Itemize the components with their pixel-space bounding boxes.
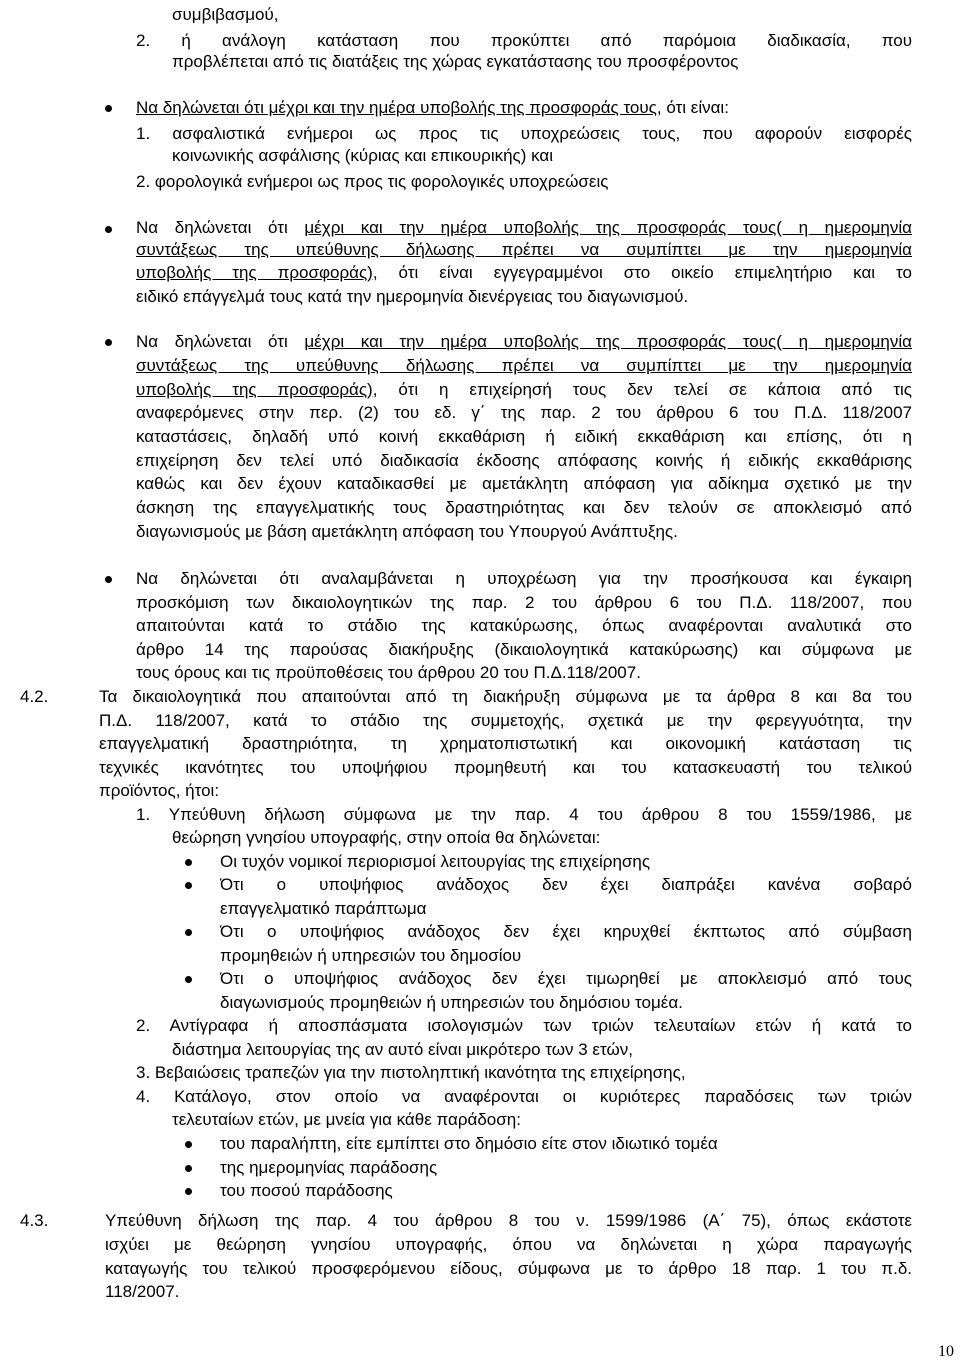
text-line: τους όρους και τις προϋποθέσεις του άρθρου 20 του Π.Δ.118/2007. <box>136 663 641 682</box>
text-line: καταστάσεις, δηλαδή υπό κοινή εκκαθάριση ή ειδική εκκαθάριση και επίσης, ότι η <box>136 427 912 446</box>
text-line: 4. Κατάλογο, στον οποίο να αναφέρονται οι κυριότερες παραδόσεις των τριών <box>136 1087 912 1106</box>
text-line: επαγγελματική δραστηριότητα, τη χρηματοπιστωτική και οικονομική κατάσταση τις <box>99 734 912 753</box>
bullet-icon <box>105 339 112 346</box>
bullet-icon <box>185 859 192 866</box>
bullet-icon <box>185 1141 192 1148</box>
text-line: καθώς και δεν έχουν καταδικασθεί με αμετάκλητη απόφαση για αδίκημα σχετικό με την <box>136 474 912 493</box>
text-line: Π.Δ. 118/2007, κατά το στάδιο της συμμετοχής, σχετικά με την φερεγγυότητα, την <box>99 711 912 730</box>
underlined-text: συντάξεως της υπεύθυνης δήλωσης πρέπει να συμπίπτει με την ημερομηνία <box>136 356 912 375</box>
text-line: Τα δικαιολογητικά που απαιτούνται από τη διακήρυξη σύμφωνα με τα άρθρα 8 και 8α του <box>99 687 912 706</box>
underlined-text: μέχρι και την ημέρα υποβολής της προσφοράς τους( η ημερομηνία <box>304 218 912 237</box>
underlined-text: υποβολής της προσφοράς), <box>136 263 378 282</box>
text-line: Ότι ο υποψήφιος ανάδοχος δεν έχει κηρυχθεί έκπτωτος από σύμβαση <box>220 922 912 941</box>
text-line: του ποσού παράδοσης <box>220 1181 393 1200</box>
text-line: Να δηλώνεται ότι αναλαμβάνεται η υποχρέωση για την προσήκουσα και έγκαιρη <box>136 569 912 588</box>
underlined-text: μέχρι και την ημέρα υποβολής της προσφοράς τους( η ημερομηνία <box>304 332 912 351</box>
text-line: Ότι ο υποψήφιος ανάδοχος δεν έχει τιμωρηθεί με αποκλεισμό από τους <box>220 969 912 988</box>
text-line: επαγγελματικό παράπτωμα <box>220 899 427 918</box>
underlined-text: υποβολής της προσφοράς), <box>136 380 378 399</box>
bullet-icon <box>105 226 112 233</box>
text-line: 1. Υπεύθυνη δήλωση σύμφωνα με την παρ. 4 του άρθρου 8 του 1559/1986, με <box>136 805 912 824</box>
text-line: 1. ασφαλιστικά ενήμεροι ως προς τις υποχρεώσεις τους, που αφορούν εισφορές <box>136 124 912 143</box>
text-line: προσκόμιση των δικαιολογητικών της παρ. 2 του άρθρου 6 του Π.Δ. 118/2007, που <box>136 593 912 612</box>
text-line: απαιτούνται κατά το στάδιο της κατακύρωσης, όπως αναφέρονται αναλυτικά στο <box>136 616 912 635</box>
bullet-icon <box>185 1188 192 1195</box>
text-line: του παραλήπτη, είτε εμπίπτει στο δημόσιο είτε στον ιδιωτικό τομέα <box>220 1134 718 1153</box>
underlined-text: συντάξεως της υπεύθυνης δήλωσης πρέπει να συμπίπτει με την ημερομηνία <box>136 240 912 259</box>
text-line: τελευταίων ετών, με μνεία για κάθε παράδοση: <box>172 1110 521 1129</box>
text-line: Οι τυχόν νομικοί περιορισμοί λειτουργίας της επιχείρησης <box>220 852 651 871</box>
text-line: προϊόντος, ήτοι: <box>99 781 220 800</box>
text-span: ότι είναι: <box>661 98 729 117</box>
text-line: διάστημα λειτουργίας της αν αυτό είναι μικρότερο των 3 ετών, <box>172 1040 633 1059</box>
page-number: 10 <box>938 1343 954 1360</box>
text-line: ισχύει με θεώρηση γνησίου υπογραφής, όπου να δηλώνεται η χώρα παραγωγής <box>105 1235 912 1254</box>
bullet-icon <box>185 882 192 889</box>
text-line <box>136 263 912 284</box>
text-span: ότι είναι εγγεγραμμένοι στο οικείο επιμελητήριο και το <box>377 263 912 282</box>
bullet-icon <box>105 105 112 112</box>
text-line: διαγωνισμούς με βάση αμετάκλητη απόφαση του Υπουργού Ανάπτυξης. <box>136 522 678 541</box>
text-line <box>136 218 912 239</box>
text-line <box>136 380 912 401</box>
bullet-icon <box>185 1165 192 1172</box>
text-line: Ότι ο υποψήφιος ανάδοχος δεν έχει διαπράξει κανένα σοβαρό <box>220 875 912 894</box>
text-line: προβλέπεται από τις διατάξεις της χώρας εγκατάστασης του προσφέροντος <box>172 52 739 71</box>
text-span: Να δηλώνεται ότι <box>136 218 305 237</box>
text-line: άρθρο 14 της παρούσας διακήρυξης (δικαιολογητικά κατακύρωσης) και σύμφωνα με <box>136 640 912 659</box>
bullet-icon <box>105 576 112 583</box>
text-line: 2. Αντίγραφα ή αποσπάσματα ισολογισμών των τριών τελευταίων ετών ή κατά το <box>136 1016 912 1035</box>
section-number: 4.3. <box>20 1211 49 1230</box>
text-span: Να δηλώνεται ότι <box>136 332 305 351</box>
text-span: ότι η επιχείρησή τους δεν τελεί σε κάποια από τις <box>377 380 912 399</box>
text-line: Υπεύθυνη δήλωση της παρ. 4 του άρθρου 8 του ν. 1599/1986 (Α΄ 75), όπως εκάστοτε <box>105 1211 912 1230</box>
text-line: συμβιβασμού, <box>172 5 279 24</box>
text-line: τεχνικές ικανότητες του υποψήφιου προμηθευτή και του κατασκευαστή του τελικού <box>99 758 912 777</box>
text-line: καταγωγής του τελικού προσφερόμενου είδους, σύμφωνα με το άρθρο 18 παρ. 1 του π.δ. <box>105 1259 912 1278</box>
text-line: διαγωνισμούς προμηθειών ή υπηρεσιών του δημόσιου τομέα. <box>220 993 683 1012</box>
text-line <box>136 332 912 353</box>
text-line: κοινωνικής ασφάλισης (κύριας και επικουρικής) και <box>172 146 554 165</box>
text-line: 118/2007. <box>105 1282 180 1301</box>
text-line: της ημερομηνίας παράδοσης <box>220 1158 438 1177</box>
text-line: επιχείρηση δεν τελεί υπό διαδικασία έκδοσης απόφασης κοινής ή ειδικής εκκαθάρισης <box>136 451 912 470</box>
text-line: αναφερόμενες στην περ. (2) του εδ. γ΄ της παρ. 2 του άρθρου 6 του Π.Δ. 118/2007 <box>136 403 912 422</box>
text-line: 3. Βεβαιώσεις τραπεζών για την πιστοληπτική ικανότητα της επιχείρησης, <box>136 1063 686 1082</box>
section-number: 4.2. <box>20 687 49 706</box>
text-line: θεώρηση γνησίου υπογραφής, στην οποία θα δηλώνεται: <box>172 828 601 847</box>
text-line <box>136 98 729 119</box>
text-line: άσκηση της επαγγελματικής τους δραστηριότητας και δεν τελούν σε αποκλεισμό από <box>136 498 912 517</box>
bullet-icon <box>185 929 192 936</box>
text-line: 2. φορολογικά ενήμεροι ως προς τις φορολογικές υποχρεώσεις <box>136 172 609 191</box>
text-line: 2. ή ανάλογη κατάσταση που προκύπτει από παρόμοια διαδικασία, που <box>136 31 912 50</box>
bullet-icon <box>185 976 192 983</box>
text-line: προμηθειών ή υπηρεσιών του δημοσίου <box>220 946 522 965</box>
underlined-text: Να δηλώνεται ότι μέχρι και την ημέρα υποβολής της προσφοράς τους, <box>136 98 662 117</box>
text-line: ειδικό επάγγελμά τους κατά την ημερομηνία διενέργειας του διαγωνισμού. <box>136 287 689 306</box>
